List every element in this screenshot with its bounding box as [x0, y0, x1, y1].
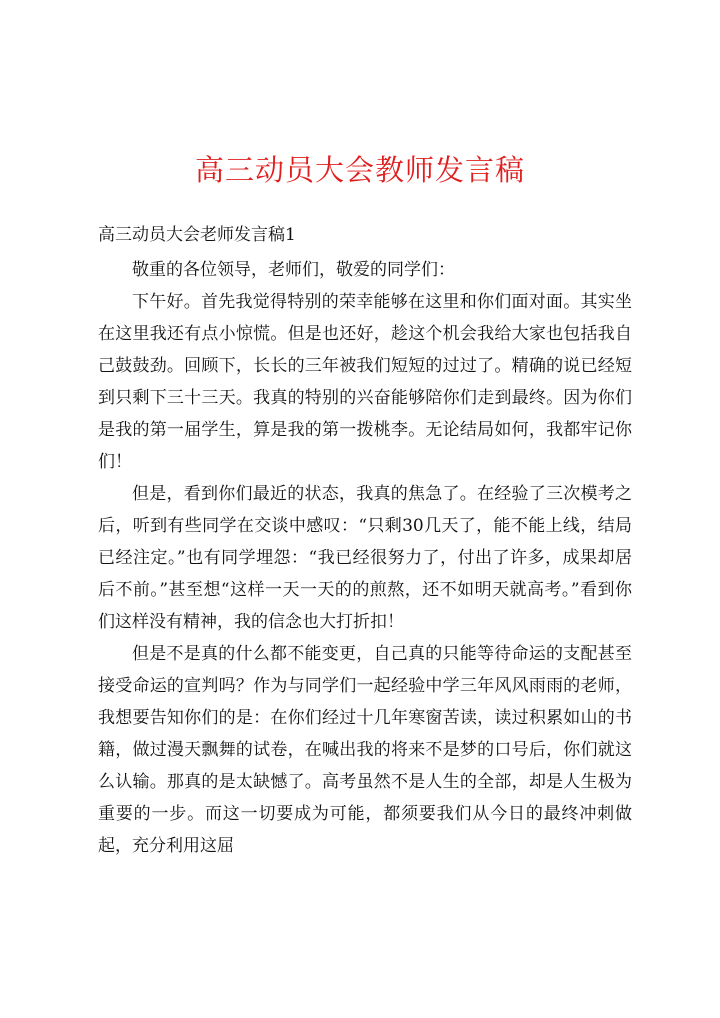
body-paragraph: 下午好。首先我觉得特别的荣幸能够在这里和你们面对面。其实坐在这里我还有点小惊慌。但是也还好，趁这个机会我给大家也包括我自己鼓鼓劲。回顾下，长长的三年被我们短短的过过了。精确的说已经短到只剩下三十三天。我真的特别的兴奋能够陪你们走到最终。因为你们是我的第一届学生，算是我的第一拨桃李。无论结局如何，我都牢记你们！ [98, 292, 632, 472]
document-body [98, 254, 632, 862]
greeting-paragraph: 敬重的各位领导，老师们，敬爱的同学们： [132, 260, 455, 280]
document-title: 高三动员大会教师发言稿 [194, 153, 525, 187]
body-paragraph: 但是，看到你们最近的状态，我真的焦急了。在经验了三次模考之后，听到有些同学在交谈中感叹：“只剩30几天了，能不能上线，结局已经注定。”也有同学埋怨：“我已经很努力了，付出了许多，成果却居后不前。”甚至想“这样一天一天的的煎熬，还不如明天就高考。”看到你们这样没有精神，我的信念也大打折扣！ [98, 484, 632, 632]
body-paragraph: 但是不是真的什么都不能变更，自己真的只能等待命运的支配甚至接受命运的宣判吗？作为与同学们一起经验中学三年风风雨雨的老师，我想要告知你们的是：在你们经过十几年寒窗苦读，读过积累如山的书籍，做过漫天飘舞的试卷，在喊出我的将来不是梦的口号后，你们就这么认输。那真的是太缺憾了。高考虽然不是人生的全部，却是人生极为重要的一步。而这一切要成为可能，都须要我们从今日的最终冲刺做起，充分利用这屈 [98, 644, 632, 856]
document-subtitle: 高三动员大会老师发言稿1 [98, 225, 296, 245]
